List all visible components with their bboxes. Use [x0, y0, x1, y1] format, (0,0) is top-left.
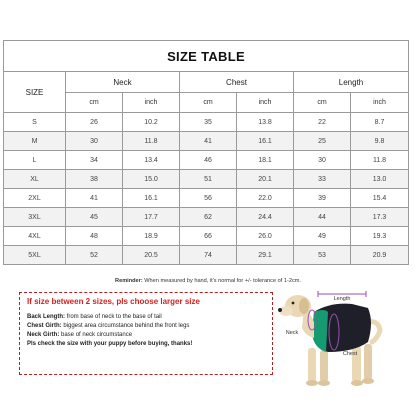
check-size-advice: Pls check the size with your puppy before buying, thanks!: [27, 341, 193, 347]
measurement-info-box: [19, 292, 273, 375]
value-cell: 15.4: [351, 189, 409, 208]
value-cell: 13.0: [351, 170, 409, 189]
value-cell: 62: [180, 208, 237, 227]
reminder-prefix: Reminder:: [115, 278, 143, 284]
value-cell: 53: [294, 246, 351, 265]
table-row: [4, 132, 409, 151]
table-row: [4, 151, 409, 170]
value-cell: 24.4: [237, 208, 294, 227]
chest-girth-text: biggest area circumstance behind the front legs: [61, 323, 190, 329]
value-cell: 16.1: [123, 189, 180, 208]
value-cell: 26.0: [237, 227, 294, 246]
size-column-header: SIZE: [4, 72, 66, 113]
size-cell: XL: [4, 170, 66, 189]
table-row: [4, 246, 409, 265]
table-title: SIZE TABLE: [4, 41, 409, 72]
chest-label: Chest: [342, 351, 358, 357]
value-cell: 45: [66, 208, 123, 227]
reminder-text: When measured by hand, it's normal for +/- tolerance of 1-2cm.: [142, 278, 301, 284]
value-cell: 49: [294, 227, 351, 246]
size-cell: 2XL: [4, 189, 66, 208]
value-cell: 18.1: [237, 151, 294, 170]
dog-nose: [278, 308, 282, 312]
length-group-header: Length: [294, 72, 409, 93]
dog-ear: [299, 298, 309, 314]
neck-girth-key: Neck Girth:: [27, 332, 60, 338]
size-rows: [4, 113, 409, 265]
value-cell: 13.4: [123, 151, 180, 170]
unit-header: cm: [294, 93, 351, 113]
back-length-text: from base of neck to the base of tail: [65, 314, 162, 320]
neck-label: Neck: [285, 330, 299, 336]
value-cell: 20.5: [123, 246, 180, 265]
value-cell: 10.2: [123, 113, 180, 132]
value-cell: 9.8: [351, 132, 409, 151]
length-label: Length: [333, 296, 351, 302]
value-cell: 74: [180, 246, 237, 265]
chest-girth-line: [27, 322, 265, 331]
value-cell: 34: [66, 151, 123, 170]
value-cell: 16.1: [237, 132, 294, 151]
chest-group-header: Chest: [180, 72, 294, 93]
value-cell: 18.9: [123, 227, 180, 246]
unit-header: inch: [351, 93, 409, 113]
value-cell: 30: [66, 132, 123, 151]
table-row: [4, 113, 409, 132]
value-cell: 25: [294, 132, 351, 151]
value-cell: 22.0: [237, 189, 294, 208]
back-length-line: [27, 313, 265, 322]
value-cell: 20.9: [351, 246, 409, 265]
dog-eye: [292, 302, 295, 305]
dog-paw: [362, 378, 374, 384]
unit-header: inch: [123, 93, 180, 113]
value-cell: 29.1: [237, 246, 294, 265]
value-cell: 13.8: [237, 113, 294, 132]
size-cell: S: [4, 113, 66, 132]
value-cell: 33: [294, 170, 351, 189]
dog-measurement-diagram: [268, 282, 416, 390]
dog-paw: [351, 380, 363, 386]
value-cell: 11.8: [123, 132, 180, 151]
value-cell: 19.3: [351, 227, 409, 246]
dog-paw: [318, 380, 330, 386]
dog-leg: [320, 350, 328, 382]
size-table: [3, 40, 409, 265]
size-cell: 3XL: [4, 208, 66, 227]
value-cell: 39: [294, 189, 351, 208]
value-cell: 8.7: [351, 113, 409, 132]
value-cell: 66: [180, 227, 237, 246]
size-cell: L: [4, 151, 66, 170]
value-cell: 41: [66, 189, 123, 208]
neck-girth-line: [27, 331, 265, 340]
table-row: [4, 189, 409, 208]
value-cell: 41: [180, 132, 237, 151]
value-cell: 38: [66, 170, 123, 189]
value-cell: 15.0: [123, 170, 180, 189]
dog-paw: [306, 380, 318, 386]
back-length-key: Back Length:: [27, 314, 66, 320]
size-cell: M: [4, 132, 66, 151]
value-cell: 56: [180, 189, 237, 208]
value-cell: 52: [66, 246, 123, 265]
size-advice-title: If size between 2 sizes, pls choose larger size: [27, 297, 200, 306]
neck-girth-text: base of neck circumstance: [59, 332, 133, 338]
value-cell: 30: [294, 151, 351, 170]
chest-girth-key: Chest Girth:: [27, 323, 62, 329]
neck-group-header: Neck: [66, 72, 180, 93]
size-cell: 5XL: [4, 246, 66, 265]
dog-leg: [364, 344, 372, 380]
value-cell: 17.3: [351, 208, 409, 227]
table-row: [4, 170, 409, 189]
unit-header: cm: [66, 93, 123, 113]
unit-header: inch: [237, 93, 294, 113]
value-cell: 46: [180, 151, 237, 170]
value-cell: 20.1: [237, 170, 294, 189]
value-cell: 48: [66, 227, 123, 246]
coat-panel: [312, 310, 328, 352]
value-cell: 11.8: [351, 151, 409, 170]
value-cell: 17.7: [123, 208, 180, 227]
dog-leg: [308, 348, 316, 382]
value-cell: 44: [294, 208, 351, 227]
table-row: [4, 227, 409, 246]
size-cell: 4XL: [4, 227, 66, 246]
value-cell: 51: [180, 170, 237, 189]
value-cell: 22: [294, 113, 351, 132]
value-cell: 26: [66, 113, 123, 132]
table-row: [4, 208, 409, 227]
dog-illustration: [268, 282, 416, 390]
value-cell: 35: [180, 113, 237, 132]
unit-header: cm: [180, 93, 237, 113]
